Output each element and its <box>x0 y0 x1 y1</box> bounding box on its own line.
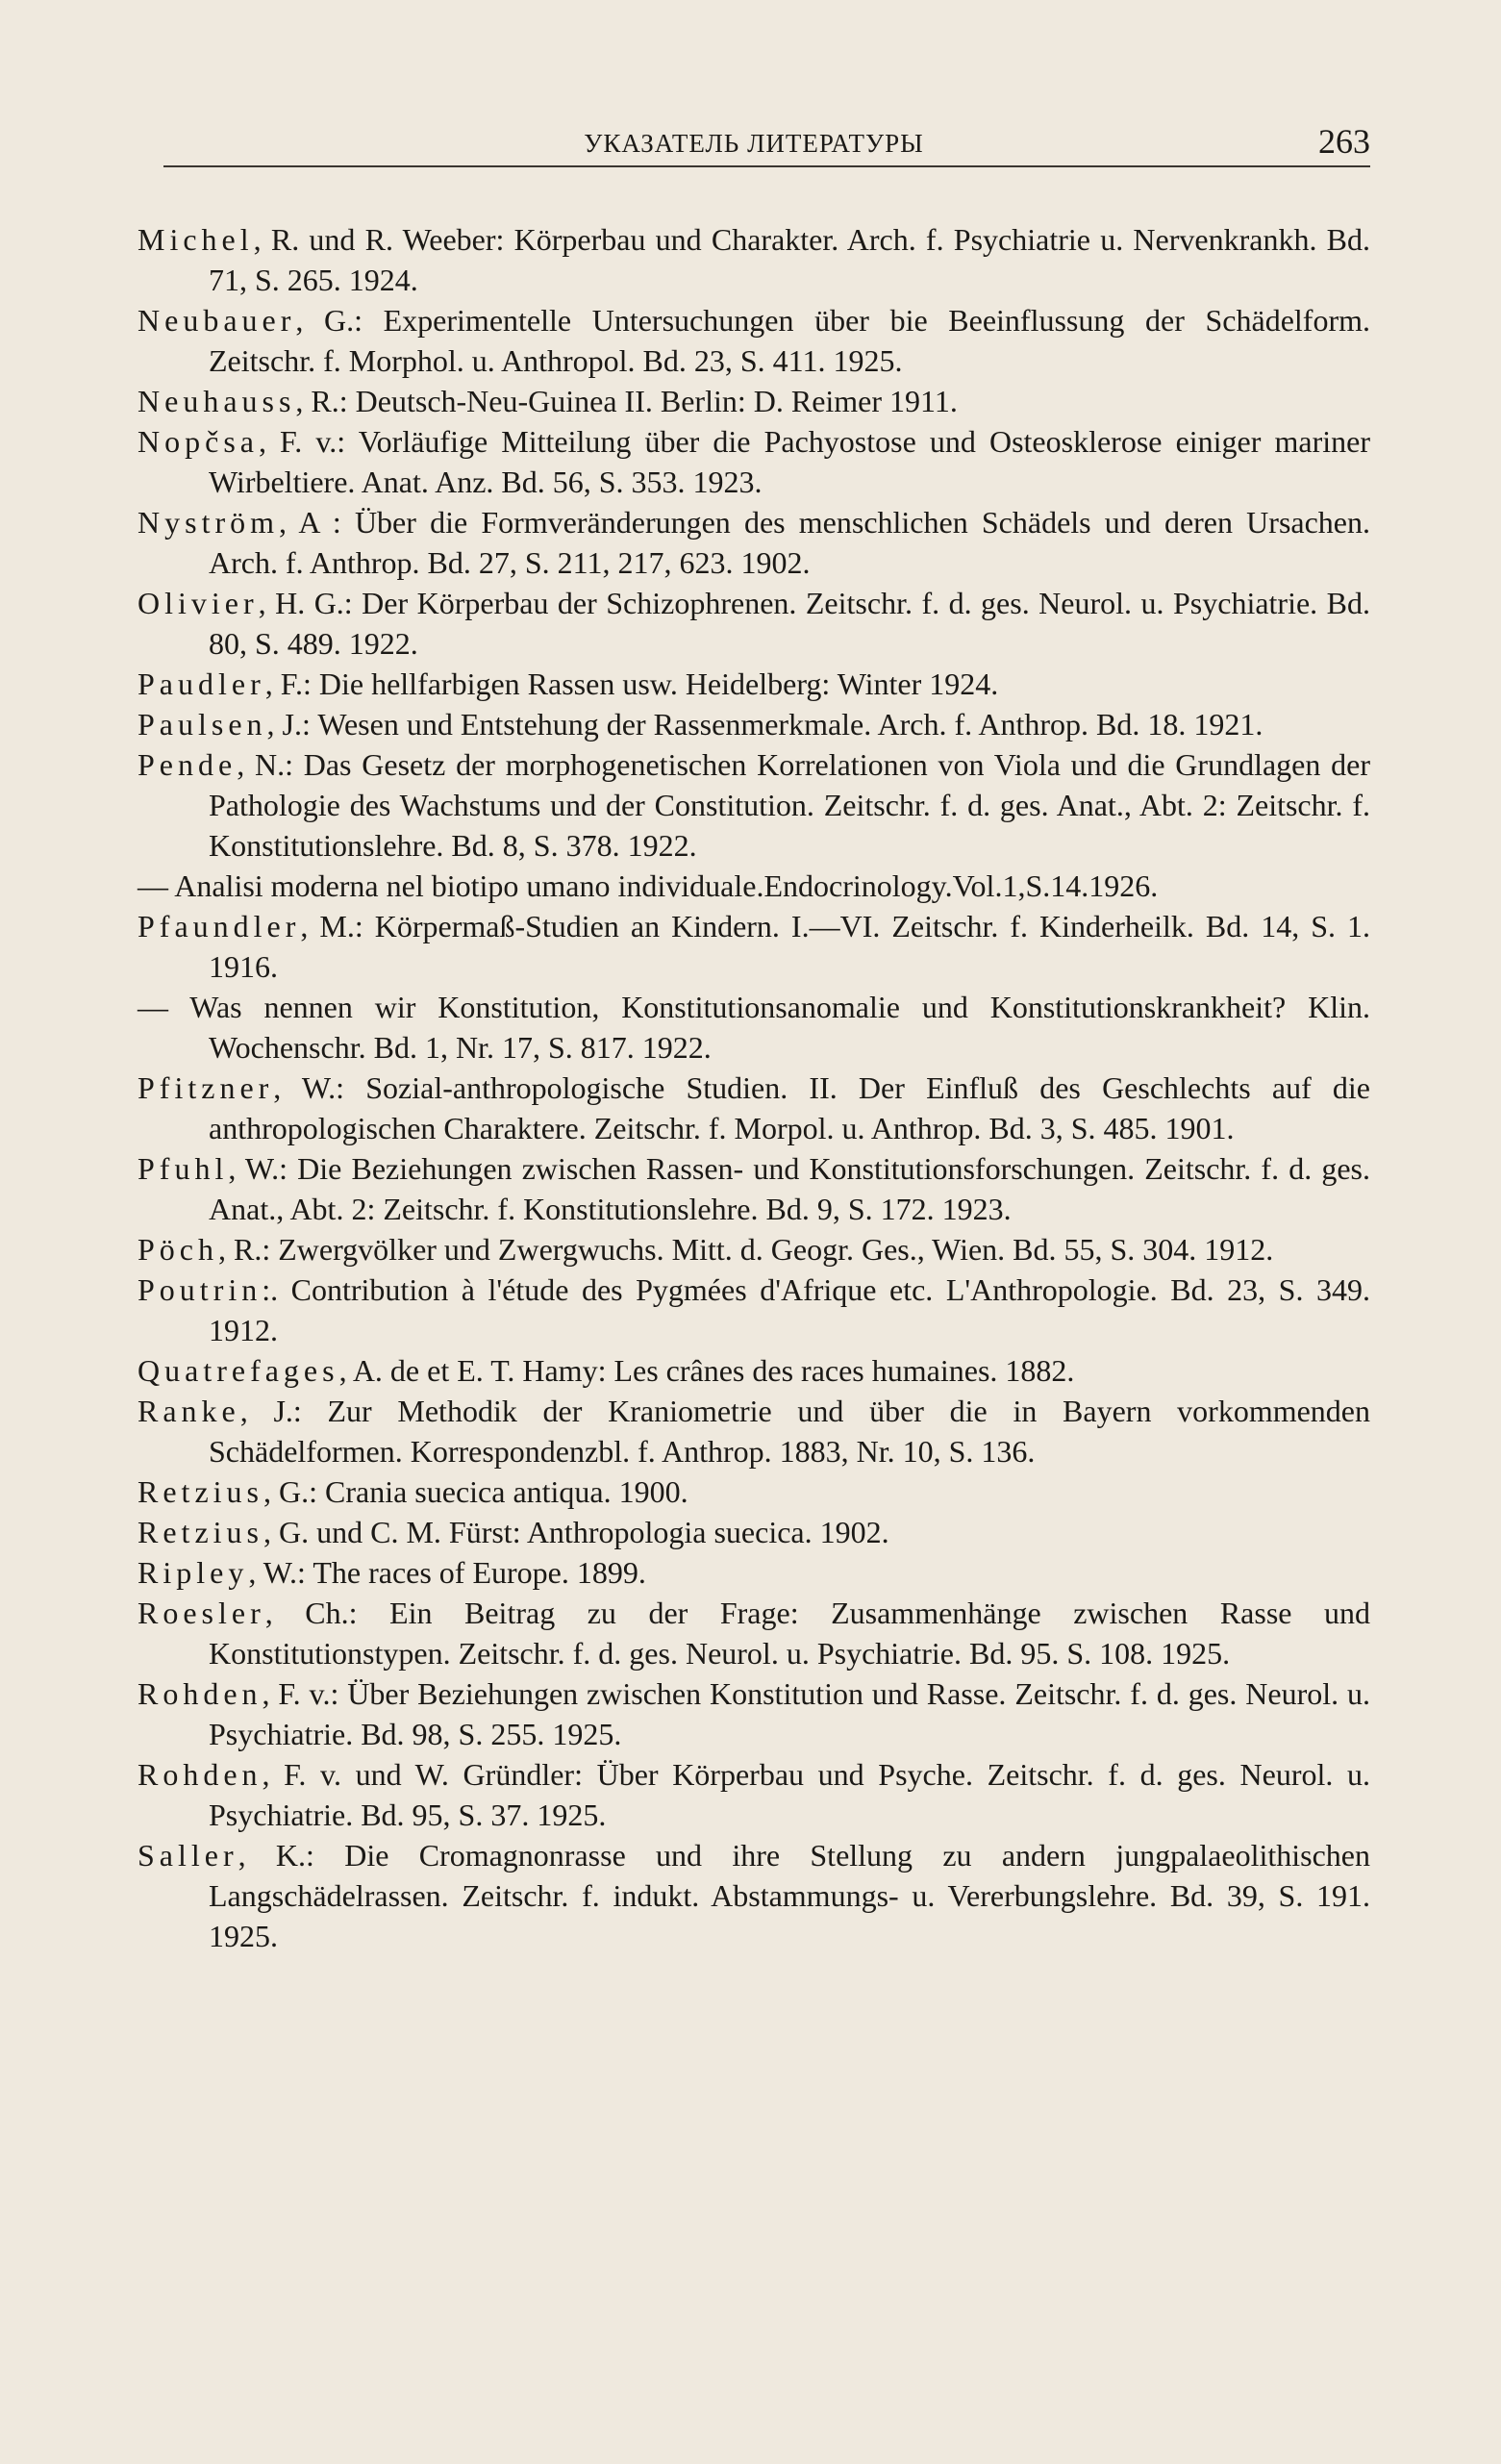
entry-author: Nopčsa <box>138 424 259 459</box>
entry-text: , A. de et E. T. Hamy: Les crânes des races humaines. 1882. <box>338 1353 1075 1388</box>
entry-text: , G.: Crania suecica antiqua. 1900. <box>263 1474 688 1509</box>
entry-author: Retzius <box>138 1515 263 1549</box>
entry-author: Paudler <box>138 666 265 701</box>
bibliography-entry <box>138 664 1370 704</box>
entry-author: Pende <box>138 747 238 782</box>
entry-author: Pfuhl <box>138 1151 229 1186</box>
entry-text: , W.: Die Beziehungen zwischen Rassen- und Konstitutionsforschungen. Zeitschr. f. d. ges. Anat., Abt. 2: Zeitschr. f. Konstitutionslehre. Bd. 9, S. 172. 1923. <box>209 1151 1370 1226</box>
entry-text: , K.: Die Cromagnonrasse und ihre Stellung zu andern jungpalaeolithischen Langschädelrassen. Zeitschr. f. indukt. Abstammungs- u. Vererbungslehre. Bd. 39, S. 191. 1925. <box>209 1838 1370 1953</box>
bibliography-entry <box>138 1754 1370 1835</box>
entry-author: Paulsen <box>138 707 267 742</box>
bibliography-entry <box>138 1391 1370 1471</box>
entry-author: Ranke <box>138 1394 240 1428</box>
entry-text: , F. v.: Über Beziehungen zwischen Konstitution und Rasse. Zeitschr. f. d. ges. Neurol. u. Psychiatrie. Bd. 98, S. 255. 1925. <box>209 1676 1370 1751</box>
entry-text: Analisi moderna nel biotipo umano individuale.Endocrinology.Vol.1,S.14.1926. <box>168 868 1159 903</box>
bibliography-entry <box>138 1552 1370 1593</box>
entry-author: Pfaundler <box>138 909 301 943</box>
bibliography-entry <box>138 1512 1370 1552</box>
running-title: УКАЗАТЕЛЬ ЛИТЕРАТУРЫ <box>584 129 924 158</box>
entry-author: Neubauer <box>138 303 296 338</box>
entry-ditto-dash: — <box>138 868 168 903</box>
bibliography-entry <box>138 1068 1370 1148</box>
entry-text: , A : Über die Formveränderungen des menschlichen Schädels und deren Ursachen. Arch. f. Anthrop. Bd. 27, S. 211, 217, 623. 1902. <box>209 505 1370 580</box>
entry-text: , F. v.: Vorläufige Mitteilung über die Pachyostose und Osteosklerose einiger mariner Wirbeltiere. Anat. Anz. Bd. 56, S. 353. 1923. <box>209 424 1370 499</box>
entry-author: Michel <box>138 222 254 257</box>
entry-text: , J.: Wesen und Entstehung der Rassenmerkmale. Arch. f. Anthrop. Bd. 18. 1921. <box>266 707 1263 742</box>
entry-author: Poutrin <box>138 1272 263 1307</box>
header-rule <box>163 165 1370 167</box>
bibliography-entry <box>138 987 1370 1068</box>
entry-author: Olivier <box>138 586 259 620</box>
bibliography-entry <box>138 906 1370 987</box>
entry-text: , H. G.: Der Körperbau der Schizophrenen. Zeitschr. f. d. ges. Neurol. u. Psychiatrie. Bd. 80, S. 489. 1922. <box>209 586 1370 661</box>
bibliography-entry <box>138 866 1370 906</box>
bibliography-list <box>138 219 1370 1956</box>
entry-text: , N.: Das Gesetz der morphogenetischen Korrelationen von Viola und die Grundlagen der Pathologie des Wachstums und der Constitution. Zeitschr. f. d. ges. Anat., Abt. 2: Zeitschr. f. Konstitutionslehre. Bd. 8, S. 378. 1922. <box>209 747 1370 863</box>
entry-text: , W.: Sozial-anthropologische Studien. II. Der Einfluß des Geschlechts auf die anthropologischen Charaktere. Zeitschr. f. Morpol. u. Anthrop. Bd. 3, S. 485. 1901. <box>209 1070 1370 1145</box>
entry-author: Roesler <box>138 1596 265 1630</box>
bibliography-entry <box>138 1270 1370 1350</box>
entry-author: Quatrefages <box>138 1353 339 1388</box>
bibliography-entry <box>138 1835 1370 1956</box>
bibliography-entry <box>138 381 1370 421</box>
entry-text: , F.: Die hellfarbigen Rassen usw. Heidelberg: Winter 1924. <box>264 666 999 701</box>
bibliography-entry <box>138 219 1370 300</box>
entry-text: , M.: Körpermaß-Studien an Kindern. I.—VI. Zeitschr. f. Kinderheilk. Bd. 14, S. 1. 1916. <box>209 909 1370 984</box>
bibliography-entry <box>138 583 1370 664</box>
entry-author: Ripley <box>138 1555 249 1590</box>
entry-text: , R. und R. Weeber: Körperbau und Charakter. Arch. f. Psychiatrie u. Nervenkrankh. Bd. 71, S. 265. 1924. <box>209 222 1370 297</box>
page-header <box>138 121 1370 169</box>
entry-text: , F. v. und W. Gründler: Über Körperbau und Psyche. Zeitschr. f. d. ges. Neurol. u. Psychiatrie. Bd. 95, S. 37. 1925. <box>209 1757 1370 1832</box>
entry-text: , J.: Zur Methodik der Kraniometrie und über die in Bayern vorkommenden Schädelformen. Korrespondenzbl. f. Anthrop. 1883, Nr. 10, S. 136. <box>209 1394 1370 1469</box>
entry-text: , Ch.: Ein Beitrag zu der Frage: Zusammenhänge zwischen Rasse und Konstitutionstypen. Zeitschr. f. d. ges. Neurol. u. Psychiatrie. Bd. 95. S. 108. 1925. <box>209 1596 1370 1671</box>
bibliography-entry <box>138 1229 1370 1270</box>
entry-text: , R.: Zwergvölker und Zwergwuchs. Mitt. d. Geogr. Ges., Wien. Bd. 55, S. 304. 1912. <box>218 1232 1274 1267</box>
entry-text: , W.: The races of Europe. 1899. <box>248 1555 646 1590</box>
bibliography-entry <box>138 704 1370 744</box>
bibliography-entry <box>138 300 1370 381</box>
entry-text: , R.: Deutsch-Neu-Guinea II. Berlin: D. Reimer 1911. <box>295 384 958 418</box>
entry-text: , G.: Experimentelle Untersuchungen über bie Beeinflussung der Schädelform. Zeitschr. f. Morphol. u. Anthropol. Bd. 23, S. 411. 1925. <box>209 303 1370 378</box>
bibliography-entry <box>138 1471 1370 1512</box>
entry-author: Saller <box>138 1838 238 1873</box>
bibliography-entry <box>138 744 1370 866</box>
entry-author: Retzius <box>138 1474 263 1509</box>
entry-ditto-dash: — <box>138 990 168 1024</box>
entry-author: Pöch <box>138 1232 218 1267</box>
entry-text: :. Contribution à l'étude des Pygmées d'Afrique etc. L'Anthropologie. Bd. 23, S. 349. 1912. <box>209 1272 1370 1347</box>
bibliography-entry <box>138 421 1370 502</box>
bibliography-entry <box>138 1593 1370 1673</box>
bibliography-entry <box>138 1148 1370 1229</box>
entry-author: Rohden <box>138 1757 263 1792</box>
entry-text: Was nennen wir Konstitution, Konstitutionsanomalie und Konstitutionskrankheit? Klin. Wochenschr. Bd. 1, Nr. 17, S. 817. 1922. <box>168 990 1370 1065</box>
entry-author: Rohden <box>138 1676 263 1711</box>
bibliography-entry <box>138 502 1370 583</box>
bibliography-entry <box>138 1673 1370 1754</box>
entry-text: , G. und C. M. Fürst: Anthropologia suecica. 1902. <box>263 1515 889 1549</box>
entry-author: Neuhauss <box>138 384 296 418</box>
bibliography-entry <box>138 1350 1370 1391</box>
entry-author: Pfitzner <box>138 1070 274 1105</box>
page-number: 263 <box>1318 122 1370 161</box>
entry-author: Nyström <box>138 505 279 540</box>
